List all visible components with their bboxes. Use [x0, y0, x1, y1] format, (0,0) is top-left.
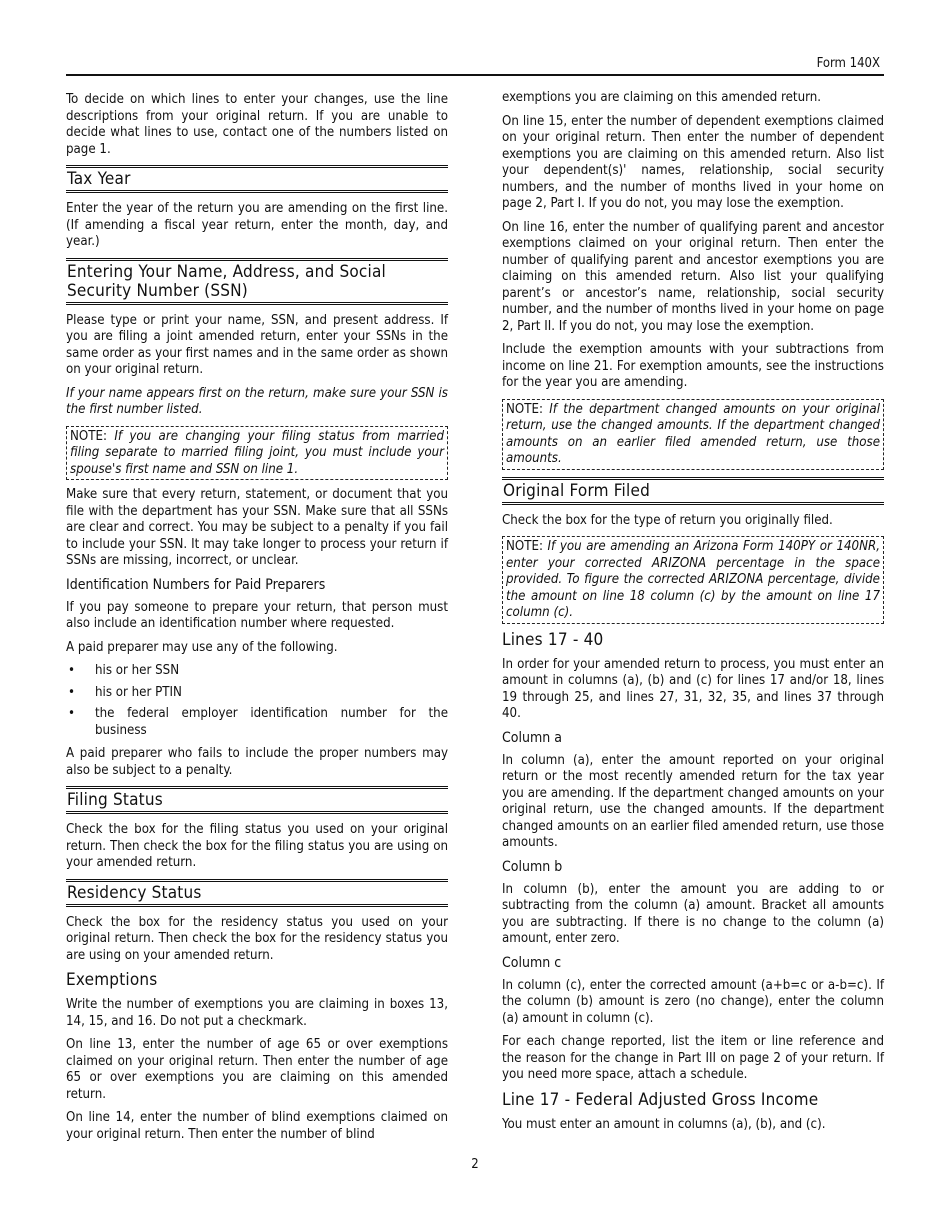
residency-status-paragraph: Check the box for the residency status you used on your original return. Then check the box for the residency status you are using on your amended return. [66, 914, 448, 963]
bullet: • [68, 706, 75, 721]
residency-status-heading: Residency Status [66, 879, 448, 907]
column-b-paragraph: In column (b), enter the amount you are adding to or subtracting from the column (a) amount. Bracket all amounts you are subtracting. If there is no change to the column (a) amount, enter zero. [502, 881, 884, 946]
line-15-paragraph: On line 15, enter the number of dependent exemptions claimed on your original return. Then enter the number of dependent exemptions you are claiming on this amended return. Also list your dependent(s)' names, relationship, social security numbers, and the number of months lived in your home on page 2, Part I. If you do not, you may lose the exemption. [502, 113, 884, 211]
note-text: If you are changing your filing status from married filing separate to married filing joint, you must include your spouse's first name and SSN on line 1. [70, 428, 444, 477]
paid-preparers-heading: Identification Numbers for Paid Preparers [66, 576, 326, 593]
line-16-paragraph: On line 16, enter the number of qualifying parent and ancestor exemptions claimed on your original return. Then enter the number of qualifying parent and ancestor exemptions you are claiming on this amended return. Also list your qualifying parent’s or ancestor’s name, relationship, social security number, and the number of months lived in your home on page 2, Part II. If you do not, you may lose the exemption. [502, 219, 884, 334]
column-c-paragraph: In column (c), enter the corrected amount (a+b=c or a-b=c). If the column (b) amount is zero (no change), enter the column (a) amount in column (c). [502, 977, 884, 1026]
note-label: NOTE: [506, 539, 543, 554]
note-filing-status-change [66, 426, 448, 481]
note-text: If the department changed amounts on your original return, use the changed amounts. If the department changed amounts on an earlier filed amended return, use those amounts. [506, 401, 880, 466]
lines-17-40-paragraph: In order for your amended return to process, you must enter an amount in columns (a), (b) and (c) for lines 17 and/or 18, lines 19 through 25, and lines 27, 31, 32, 35, and lines 37 through 40. [502, 656, 884, 721]
tax-year-paragraph: Enter the year of the return you are amending on the first line. (If amending a fiscal year return, enter the month, day, and year.) [66, 201, 448, 249]
note-text: If you are amending an Arizona Form 140PY or 140NR, enter your corrected ARIZONA percentage in the space provided. To figure the corrected ARIZONA percentage, divide the amount on line 18 column (c) by the amount on line 17 column (c). [506, 539, 880, 620]
name-paragraph: Please type or print your name, SSN, and present address. If you are filing a joint amended return, enter your SSNs in the same order as your first names and in the same order as shown on your original return. [66, 312, 448, 377]
exemptions-paragraph: Write the number of exemptions you are claiming in boxes 13, 14, 15, and 16. Do not put a checkmark. [66, 997, 448, 1029]
ssn-paragraph: Make sure that every return, statement, or document that you file with the department has your SSN. Make sure that all SSNs are clear and correct. You may be subject to a penalty if you fail to include your SSN. It may take longer to process your return if SSNs are missing, incorrect, or unclear. [66, 487, 448, 568]
lines-17-40-heading: Lines 17 - 40 [502, 629, 604, 650]
form-number: Form 140X [816, 56, 880, 71]
left-column [66, 92, 448, 1150]
bullet: • [68, 663, 75, 678]
filing-status-paragraph: Check the box for the filing status you used on your original return. Then check the box for the filing status you are using on your amended return. [66, 822, 448, 870]
column-a-heading: Column a [502, 729, 562, 746]
note-department-changed [502, 399, 884, 470]
column-b-heading: Column b [502, 858, 563, 875]
intro-paragraph: To decide on which lines to enter your changes, use the line descriptions from your original return. If you are unable to decide what lines to use, contact one of the numbers listed on page 1. [66, 92, 448, 157]
line-14-paragraph: On line 14, enter the number of blind exemptions claimed on your original return. Then enter the number of blind [66, 1110, 448, 1142]
original-form-heading: Original Form Filed [502, 477, 884, 505]
note-arizona-percentage [502, 536, 884, 624]
tax-year-heading: Tax Year [66, 165, 448, 193]
preparer-id-list [66, 663, 448, 739]
page-number: 2 [471, 1157, 479, 1172]
list-item: • the federal employer identification number for the business [68, 706, 448, 738]
page-header [66, 56, 884, 76]
exemption-amounts-paragraph: Include the exemption amounts with your subtractions from income on line 21. For exemption amounts, see the instructions for the year you are amending. [502, 342, 884, 390]
continued-paragraph: exemptions you are claiming on this amended return. [502, 90, 822, 105]
change-reason-paragraph: For each change reported, list the item or line reference and the reason for the change in Part III on page 2 of your return. If you need more space, attach a schedule. [502, 1034, 884, 1082]
name-address-ssn-heading: Entering Your Name, Address, and Social Security Number (SSN) [66, 258, 448, 305]
list-item: • his or her PTIN [68, 684, 182, 700]
column-c-heading: Column c [502, 954, 562, 971]
filing-status-heading: Filing Status [66, 786, 448, 814]
original-form-paragraph: Check the box for the type of return you originally filed. [502, 512, 833, 528]
right-column [502, 90, 884, 1140]
list-item: • his or her SSN [68, 663, 180, 678]
name-ssn-order-paragraph: If your name appears first on the return, make sure your SSN is the first number listed. [66, 385, 448, 417]
line-13-paragraph: On line 13, enter the number of age 65 or over exemptions claimed on your original return. Then enter the number of age 65 or over exemptions you are claiming on this amended return. [66, 1037, 448, 1102]
column-a-paragraph: In column (a), enter the amount reported on your original return or the most recently amended return for the tax year you are amending. If the department changed amounts on your original return, use the changed amounts. If the department changed amounts on an earlier filed amended return, use those amounts. [502, 752, 884, 850]
exemptions-heading: Exemptions [66, 970, 158, 990]
bullet: • [68, 684, 75, 700]
line-17-heading: Line 17 - Federal Adjusted Gross Income [502, 1089, 819, 1110]
paid-preparers-options-paragraph: A paid preparer may use any of the following. [66, 639, 338, 655]
line-17-paragraph: You must enter an amount in columns (a), (b), and (c). [502, 1116, 826, 1132]
preparer-penalty-paragraph: A paid preparer who fails to include the proper numbers may also be subject to a penalty. [66, 746, 448, 778]
paid-preparers-paragraph: If you pay someone to prepare your return, that person must also include an identification number where requested. [66, 599, 448, 631]
note-label: NOTE: [70, 428, 107, 444]
note-label: NOTE: [506, 401, 543, 417]
